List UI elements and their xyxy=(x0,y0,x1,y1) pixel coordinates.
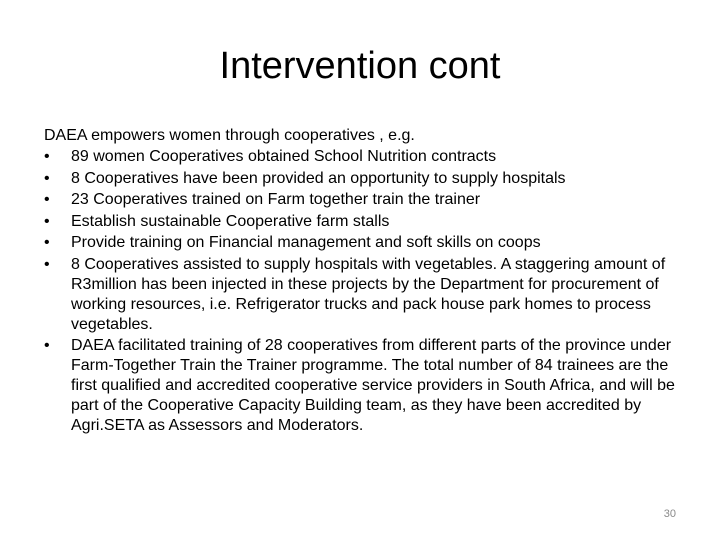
bullet-item xyxy=(44,255,684,335)
bullet-icon: • xyxy=(44,255,50,273)
bullet-item xyxy=(44,212,684,232)
page-number: 30 xyxy=(663,508,676,520)
bullet-item xyxy=(44,336,684,436)
bullet-text: 8 Cooperatives have been provided an opportunity to supply hospitals xyxy=(71,169,566,187)
bullet-item xyxy=(44,233,684,253)
bullet-text: Provide training on Financial management and soft skills on coops xyxy=(71,234,541,251)
bullet-item xyxy=(44,169,684,189)
bullet-text: 8 Cooperatives assisted to supply hospitals with vegetables. A staggering amount of R3million has been injected in these projects by the Department for procurement of working resources, i.e. Refrigerator trucks and pack house park homes to process vegetables. xyxy=(71,255,666,333)
bullet-icon: • xyxy=(44,234,50,251)
bullet-text: 23 Cooperatives trained on Farm together train the trainer xyxy=(71,191,481,208)
intro-text: DAEA empowers women through cooperatives , e.g. xyxy=(44,127,415,144)
bullet-icon: • xyxy=(44,212,50,230)
bullet-item xyxy=(44,147,684,167)
bullet-text: 89 women Cooperatives obtained School Nutrition contracts xyxy=(71,148,497,165)
slide-title: Intervention cont xyxy=(219,45,501,87)
slide-body xyxy=(44,126,684,438)
bullet-list xyxy=(44,147,684,436)
bullet-text: Establish sustainable Cooperative farm stalls xyxy=(71,212,390,230)
bullet-icon: • xyxy=(44,169,50,187)
bullet-item xyxy=(44,190,684,210)
bullet-icon: • xyxy=(44,337,50,354)
bullet-icon: • xyxy=(44,148,50,165)
bullet-text: DAEA facilitated training of 28 cooperatives from different parts of the province under Farm-Together Train the Trainer programme. The total number of 84 trainees are the first qualified and accredited cooperative service providers in South Africa, and will be part of the Cooperative Capacity Building team, as they have been accredited by Agri.SETA as Assessors and Moderators. xyxy=(71,337,675,434)
bullet-icon: • xyxy=(44,191,50,208)
